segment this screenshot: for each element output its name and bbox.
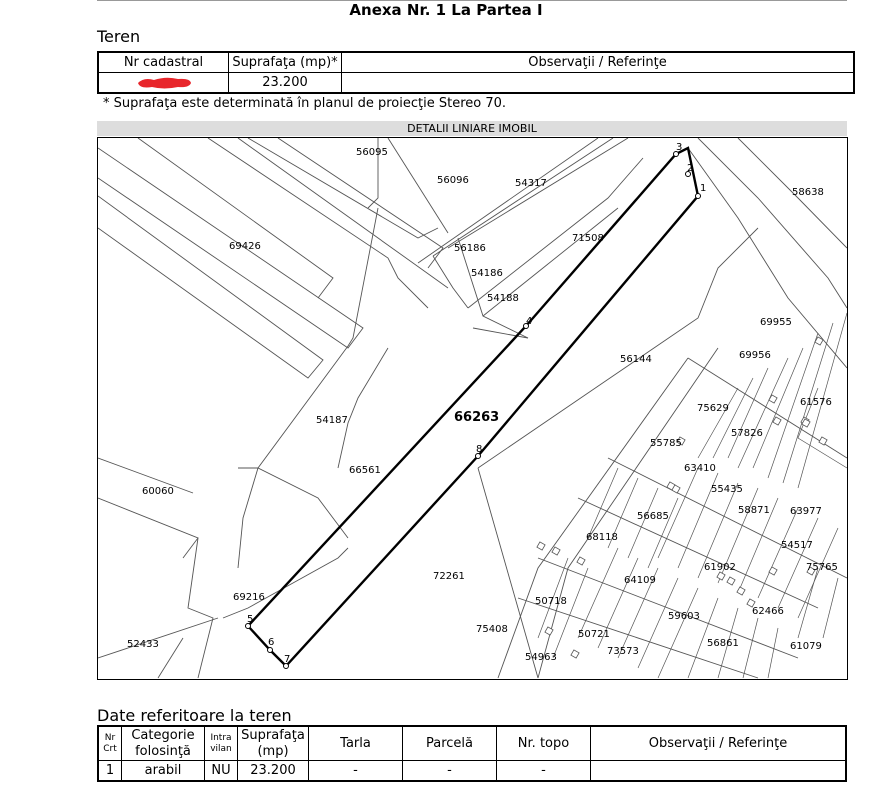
parcel-label: 63410 bbox=[684, 463, 716, 474]
parcel-label: 57826 bbox=[731, 428, 763, 439]
vertex-8: 8 bbox=[476, 444, 483, 455]
parcel-label: 66561 bbox=[349, 465, 381, 476]
parcel-label: 62466 bbox=[752, 606, 784, 617]
vertex-1: 1 bbox=[700, 183, 707, 194]
cell-tarla: - bbox=[309, 761, 403, 782]
parcel-label: 58638 bbox=[792, 187, 824, 198]
main-parcel-label: 66263 bbox=[454, 410, 500, 425]
date-teren-title: Date referitoare la teren bbox=[97, 706, 292, 725]
header-nr-topo: Nr. topo bbox=[497, 726, 591, 761]
parcel-label: 63977 bbox=[790, 506, 822, 517]
teren-title: Teren bbox=[97, 27, 141, 46]
parcel-label: 55785 bbox=[650, 438, 682, 449]
vertex-3: 3 bbox=[676, 142, 683, 153]
cadastral-map bbox=[97, 137, 848, 680]
vertex-4: 4 bbox=[526, 316, 533, 327]
parcel-label: 69216 bbox=[233, 592, 265, 603]
parcel-label: 56144 bbox=[620, 354, 652, 365]
parcel-label: 50718 bbox=[535, 596, 567, 607]
cell-nr-topo: - bbox=[497, 761, 591, 782]
parcel-label: 54517 bbox=[781, 540, 813, 551]
header-tarla: Tarla bbox=[309, 726, 403, 761]
header-intravilan: Intra vilan bbox=[205, 726, 238, 761]
header-suprafata: Suprafaţa (mp)* bbox=[229, 52, 342, 73]
parcel-label: 61576 bbox=[800, 397, 832, 408]
parcel-label: 52433 bbox=[127, 639, 159, 650]
map-header: DETALII LINIARE IMOBIL bbox=[97, 121, 847, 136]
parcel-label: 61902 bbox=[704, 562, 736, 573]
header-nr-cadastral: Nr cadastral bbox=[98, 52, 229, 73]
header-observatii: Observaţii / Referinţe bbox=[591, 726, 847, 761]
cell-parcela: - bbox=[403, 761, 497, 782]
header-parcela: Parcelă bbox=[403, 726, 497, 761]
parcel-label: 73573 bbox=[607, 646, 639, 657]
parcel-label: 54317 bbox=[515, 178, 547, 189]
cell-suprafata: 23.200 bbox=[229, 73, 342, 94]
parcel-label: 61079 bbox=[790, 641, 822, 652]
parcel-label: 58871 bbox=[738, 505, 770, 516]
parcel-label: 59603 bbox=[668, 611, 700, 622]
header-nr-crt: Nr Crt bbox=[98, 726, 122, 761]
main-parcel-outline bbox=[248, 148, 698, 666]
date-teren-table bbox=[97, 725, 847, 782]
parcel-label: 69955 bbox=[760, 317, 792, 328]
parcel-label: 60060 bbox=[142, 486, 174, 497]
header-suprafata: Suprafaţa (mp) bbox=[238, 726, 309, 761]
parcel-label: 69426 bbox=[229, 241, 261, 252]
parcel-label: 64109 bbox=[624, 575, 656, 586]
vertex-6: 6 bbox=[268, 637, 275, 648]
parcel-label: 54187 bbox=[316, 415, 348, 426]
cell-nr-crt: 1 bbox=[98, 761, 122, 782]
parcel-label: 54963 bbox=[525, 652, 557, 663]
map-drawing bbox=[98, 138, 847, 679]
parcel-label: 75629 bbox=[697, 403, 729, 414]
parcel-label: 75765 bbox=[806, 562, 838, 573]
parcel-label: 75408 bbox=[476, 624, 508, 635]
parcel-label: 55435 bbox=[711, 484, 743, 495]
vertex-7: 7 bbox=[284, 654, 291, 665]
vertex-5: 5 bbox=[247, 614, 254, 625]
parcel-label: 56186 bbox=[454, 243, 486, 254]
header-observatii: Observaţii / Referinţe bbox=[342, 52, 855, 73]
header-categorie: Categorie folosinţă bbox=[122, 726, 205, 761]
cell-observatii bbox=[591, 761, 847, 782]
parcel-label: 72261 bbox=[433, 571, 465, 582]
redaction-mark bbox=[134, 76, 194, 90]
parcel-label: 54188 bbox=[487, 293, 519, 304]
parcel-label: 56861 bbox=[707, 638, 739, 649]
cell-categorie: arabil bbox=[122, 761, 205, 782]
parcel-label: 56095 bbox=[356, 147, 388, 158]
cell-observatii bbox=[342, 73, 855, 94]
cell-nr-cadastral bbox=[98, 73, 229, 94]
parcel-label: 68118 bbox=[586, 532, 618, 543]
cell-intravilan: NU bbox=[205, 761, 238, 782]
parcel-label: 69956 bbox=[739, 350, 771, 361]
surface-note: * Suprafaţa este determinată în planul de proiecţie Stereo 70. bbox=[103, 96, 507, 111]
cell-suprafata: 23.200 bbox=[238, 761, 309, 782]
parcel-label: 50721 bbox=[578, 629, 610, 640]
annex-title: Anexa Nr. 1 La Partea I bbox=[349, 1, 543, 19]
parcel-label: 56096 bbox=[437, 175, 469, 186]
parcel-label: 71508 bbox=[572, 233, 604, 244]
parcel-label: 56685 bbox=[637, 511, 669, 522]
teren-table bbox=[97, 51, 855, 94]
parcel-label: 54186 bbox=[471, 268, 503, 279]
vertex-2: 2 bbox=[687, 163, 694, 174]
